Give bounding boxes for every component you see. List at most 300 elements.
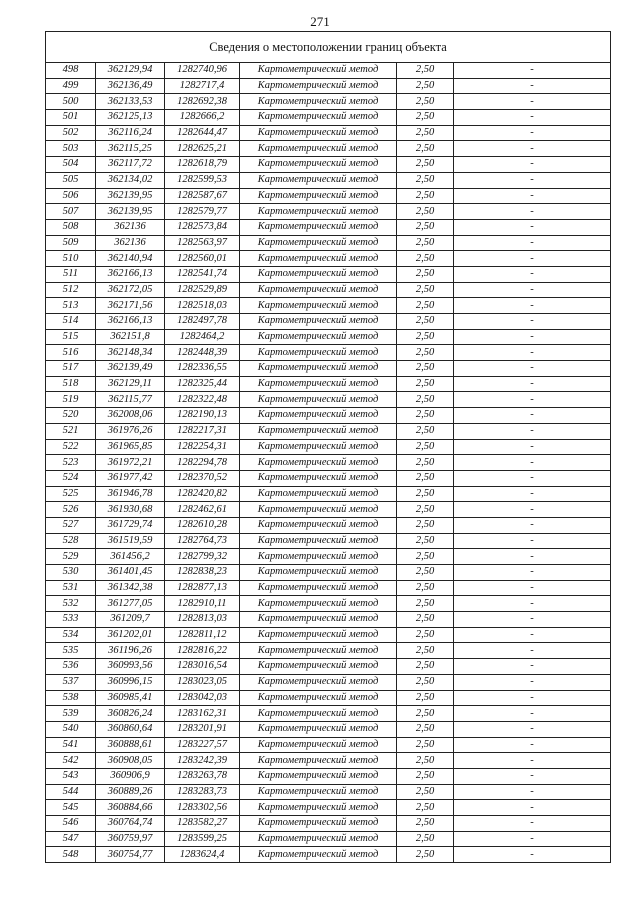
description-cell: -: [454, 659, 611, 675]
table-row: [46, 439, 611, 455]
table-row: [46, 125, 611, 141]
y-coordinate-cell: 1283162,31: [165, 706, 240, 722]
method-cell: Картометрический метод: [240, 157, 397, 173]
accuracy-cell: 2,50: [397, 816, 454, 832]
point-number-cell: 518: [46, 376, 96, 392]
y-coordinate-cell: 1282644,47: [165, 125, 240, 141]
table-row: [46, 784, 611, 800]
y-coordinate-cell: 1283582,27: [165, 816, 240, 832]
accuracy-cell: 2,50: [397, 643, 454, 659]
description-cell: -: [454, 831, 611, 847]
point-number-cell: 520: [46, 408, 96, 424]
description-cell: -: [454, 674, 611, 690]
method-cell: Картометрический метод: [240, 816, 397, 832]
y-coordinate-cell: 1282666,2: [165, 110, 240, 126]
x-coordinate-cell: 361977,42: [96, 470, 165, 486]
point-number-cell: 527: [46, 517, 96, 533]
x-coordinate-cell: 360764,74: [96, 816, 165, 832]
method-cell: Картометрический метод: [240, 282, 397, 298]
table-row: [46, 470, 611, 486]
method-cell: Картометрический метод: [240, 753, 397, 769]
description-cell: -: [454, 596, 611, 612]
description-cell: -: [454, 376, 611, 392]
table-row: [46, 204, 611, 220]
x-coordinate-cell: 362125,13: [96, 110, 165, 126]
method-cell: Картометрический метод: [240, 627, 397, 643]
accuracy-cell: 2,50: [397, 157, 454, 173]
accuracy-cell: 2,50: [397, 188, 454, 204]
point-number-cell: 540: [46, 721, 96, 737]
table-row: [46, 455, 611, 471]
y-coordinate-cell: 1282579,77: [165, 204, 240, 220]
y-coordinate-cell: 1282599,53: [165, 172, 240, 188]
description-cell: -: [454, 439, 611, 455]
y-coordinate-cell: 1282420,82: [165, 486, 240, 502]
table-header-row: [46, 32, 611, 63]
accuracy-cell: 2,50: [397, 298, 454, 314]
x-coordinate-cell: 361202,01: [96, 627, 165, 643]
accuracy-cell: 2,50: [397, 251, 454, 267]
method-cell: Картометрический метод: [240, 329, 397, 345]
y-coordinate-cell: 1283283,73: [165, 784, 240, 800]
y-coordinate-cell: 1283023,05: [165, 674, 240, 690]
accuracy-cell: 2,50: [397, 110, 454, 126]
point-number-cell: 524: [46, 470, 96, 486]
description-cell: -: [454, 784, 611, 800]
table-row: [46, 235, 611, 251]
description-cell: -: [454, 157, 611, 173]
table-row: [46, 674, 611, 690]
x-coordinate-cell: 362116,24: [96, 125, 165, 141]
accuracy-cell: 2,50: [397, 423, 454, 439]
table-row: [46, 486, 611, 502]
accuracy-cell: 2,50: [397, 125, 454, 141]
y-coordinate-cell: 1282816,22: [165, 643, 240, 659]
method-cell: Картометрический метод: [240, 596, 397, 612]
point-number-cell: 525: [46, 486, 96, 502]
x-coordinate-cell: 361965,85: [96, 439, 165, 455]
x-coordinate-cell: 362134,02: [96, 172, 165, 188]
method-cell: Картометрический метод: [240, 659, 397, 675]
method-cell: Картометрический метод: [240, 800, 397, 816]
table-row: [46, 298, 611, 314]
accuracy-cell: 2,50: [397, 141, 454, 157]
table-row: [46, 266, 611, 282]
description-cell: -: [454, 847, 611, 863]
y-coordinate-cell: 1282448,39: [165, 345, 240, 361]
table-title: Сведения о местоположении границ объекта: [46, 32, 611, 63]
method-cell: Картометрический метод: [240, 690, 397, 706]
point-number-cell: 498: [46, 63, 96, 79]
x-coordinate-cell: 361946,78: [96, 486, 165, 502]
description-cell: -: [454, 455, 611, 471]
description-cell: -: [454, 423, 611, 439]
table-row: [46, 565, 611, 581]
table-row: [46, 502, 611, 518]
table-row: [46, 627, 611, 643]
point-number-cell: 515: [46, 329, 96, 345]
table-row: [46, 157, 611, 173]
point-number-cell: 503: [46, 141, 96, 157]
table-row: [46, 110, 611, 126]
description-cell: -: [454, 235, 611, 251]
y-coordinate-cell: 1282799,32: [165, 549, 240, 565]
x-coordinate-cell: 362129,94: [96, 63, 165, 79]
x-coordinate-cell: 362115,77: [96, 392, 165, 408]
method-cell: Картометрический метод: [240, 172, 397, 188]
point-number-cell: 539: [46, 706, 96, 722]
point-number-cell: 513: [46, 298, 96, 314]
accuracy-cell: 2,50: [397, 674, 454, 690]
x-coordinate-cell: 360993,56: [96, 659, 165, 675]
page-number: 271: [310, 14, 330, 29]
accuracy-cell: 2,50: [397, 721, 454, 737]
x-coordinate-cell: 362139,95: [96, 204, 165, 220]
x-coordinate-cell: 361519,59: [96, 533, 165, 549]
method-cell: Картометрический метод: [240, 706, 397, 722]
description-cell: -: [454, 706, 611, 722]
table-row: [46, 596, 611, 612]
point-number-cell: 506: [46, 188, 96, 204]
y-coordinate-cell: 1282838,23: [165, 565, 240, 581]
table-row: [46, 800, 611, 816]
point-number-cell: 516: [46, 345, 96, 361]
accuracy-cell: 2,50: [397, 282, 454, 298]
table-row: [46, 188, 611, 204]
accuracy-cell: 2,50: [397, 266, 454, 282]
accuracy-cell: 2,50: [397, 94, 454, 110]
table-row: [46, 329, 611, 345]
y-coordinate-cell: 1283624,4: [165, 847, 240, 863]
x-coordinate-cell: 360826,24: [96, 706, 165, 722]
x-coordinate-cell: 362151,8: [96, 329, 165, 345]
table-row: [46, 533, 611, 549]
description-cell: -: [454, 721, 611, 737]
accuracy-cell: 2,50: [397, 219, 454, 235]
x-coordinate-cell: 362117,72: [96, 157, 165, 173]
accuracy-cell: 2,50: [397, 690, 454, 706]
y-coordinate-cell: 1282370,52: [165, 470, 240, 486]
description-cell: -: [454, 502, 611, 518]
table-row: [46, 314, 611, 330]
y-coordinate-cell: 1282740,96: [165, 63, 240, 79]
point-number-cell: 528: [46, 533, 96, 549]
x-coordinate-cell: 362136: [96, 219, 165, 235]
table-row: [46, 737, 611, 753]
point-number-cell: 504: [46, 157, 96, 173]
x-coordinate-cell: 362166,13: [96, 314, 165, 330]
description-cell: -: [454, 643, 611, 659]
table-row: [46, 706, 611, 722]
method-cell: Картометрический метод: [240, 847, 397, 863]
y-coordinate-cell: 1283016,54: [165, 659, 240, 675]
y-coordinate-cell: 1282336,55: [165, 361, 240, 377]
method-cell: Картометрический метод: [240, 517, 397, 533]
accuracy-cell: 2,50: [397, 408, 454, 424]
table-row: [46, 659, 611, 675]
description-cell: -: [454, 549, 611, 565]
table-row: [46, 423, 611, 439]
accuracy-cell: 2,50: [397, 392, 454, 408]
x-coordinate-cell: 360754,77: [96, 847, 165, 863]
description-cell: -: [454, 298, 611, 314]
x-coordinate-cell: 361277,05: [96, 596, 165, 612]
table-row: [46, 768, 611, 784]
description-cell: -: [454, 470, 611, 486]
method-cell: Картометрический метод: [240, 266, 397, 282]
description-cell: -: [454, 204, 611, 220]
accuracy-cell: 2,50: [397, 580, 454, 596]
method-cell: Картометрический метод: [240, 439, 397, 455]
description-cell: -: [454, 533, 611, 549]
accuracy-cell: 2,50: [397, 659, 454, 675]
x-coordinate-cell: 360860,64: [96, 721, 165, 737]
point-number-cell: 543: [46, 768, 96, 784]
y-coordinate-cell: 1282573,84: [165, 219, 240, 235]
x-coordinate-cell: 360889,26: [96, 784, 165, 800]
description-cell: -: [454, 753, 611, 769]
point-number-cell: 521: [46, 423, 96, 439]
accuracy-cell: 2,50: [397, 549, 454, 565]
table-row: [46, 361, 611, 377]
method-cell: Картометрический метод: [240, 392, 397, 408]
table-row: [46, 141, 611, 157]
y-coordinate-cell: 1282217,31: [165, 423, 240, 439]
y-coordinate-cell: 1282294,78: [165, 455, 240, 471]
method-cell: Картометрический метод: [240, 314, 397, 330]
table-row: [46, 580, 611, 596]
point-number-cell: 502: [46, 125, 96, 141]
method-cell: Картометрический метод: [240, 408, 397, 424]
x-coordinate-cell: 360888,61: [96, 737, 165, 753]
accuracy-cell: 2,50: [397, 376, 454, 392]
y-coordinate-cell: 1282610,28: [165, 517, 240, 533]
table-row: [46, 251, 611, 267]
accuracy-cell: 2,50: [397, 314, 454, 330]
x-coordinate-cell: 362166,13: [96, 266, 165, 282]
table-row: [46, 847, 611, 863]
accuracy-cell: 2,50: [397, 361, 454, 377]
method-cell: Картометрический метод: [240, 768, 397, 784]
y-coordinate-cell: 1282813,03: [165, 612, 240, 628]
point-number-cell: 511: [46, 266, 96, 282]
accuracy-cell: 2,50: [397, 753, 454, 769]
point-number-cell: 500: [46, 94, 96, 110]
accuracy-cell: 2,50: [397, 627, 454, 643]
description-cell: -: [454, 110, 611, 126]
x-coordinate-cell: 361972,21: [96, 455, 165, 471]
y-coordinate-cell: 1283302,56: [165, 800, 240, 816]
description-cell: -: [454, 63, 611, 79]
description-cell: -: [454, 266, 611, 282]
description-cell: -: [454, 314, 611, 330]
description-cell: -: [454, 329, 611, 345]
accuracy-cell: 2,50: [397, 204, 454, 220]
description-cell: -: [454, 486, 611, 502]
x-coordinate-cell: 362129,11: [96, 376, 165, 392]
y-coordinate-cell: 1282560,01: [165, 251, 240, 267]
x-coordinate-cell: 362148,34: [96, 345, 165, 361]
y-coordinate-cell: 1282462,61: [165, 502, 240, 518]
method-cell: Картометрический метод: [240, 361, 397, 377]
y-coordinate-cell: 1282464,2: [165, 329, 240, 345]
y-coordinate-cell: 1282877,13: [165, 580, 240, 596]
x-coordinate-cell: 362171,56: [96, 298, 165, 314]
table-row: [46, 816, 611, 832]
description-cell: -: [454, 408, 611, 424]
y-coordinate-cell: 1282618,79: [165, 157, 240, 173]
table-row: [46, 172, 611, 188]
method-cell: Картометрический метод: [240, 612, 397, 628]
point-number-cell: 509: [46, 235, 96, 251]
accuracy-cell: 2,50: [397, 329, 454, 345]
x-coordinate-cell: 361342,38: [96, 580, 165, 596]
y-coordinate-cell: 1282325,44: [165, 376, 240, 392]
x-coordinate-cell: 361456,2: [96, 549, 165, 565]
method-cell: Картометрический метод: [240, 298, 397, 314]
description-cell: -: [454, 690, 611, 706]
y-coordinate-cell: 1282764,73: [165, 533, 240, 549]
point-number-cell: 529: [46, 549, 96, 565]
table-row: [46, 721, 611, 737]
y-coordinate-cell: 1282717,4: [165, 78, 240, 94]
y-coordinate-cell: 1282190,13: [165, 408, 240, 424]
x-coordinate-cell: 362136,49: [96, 78, 165, 94]
method-cell: Картометрический метод: [240, 78, 397, 94]
y-coordinate-cell: 1283227,57: [165, 737, 240, 753]
point-number-cell: 531: [46, 580, 96, 596]
accuracy-cell: 2,50: [397, 63, 454, 79]
accuracy-cell: 2,50: [397, 737, 454, 753]
point-number-cell: 546: [46, 816, 96, 832]
method-cell: Картометрический метод: [240, 486, 397, 502]
x-coordinate-cell: 362133,53: [96, 94, 165, 110]
accuracy-cell: 2,50: [397, 596, 454, 612]
accuracy-cell: 2,50: [397, 847, 454, 863]
table-row: [46, 219, 611, 235]
x-coordinate-cell: 362140,94: [96, 251, 165, 267]
point-number-cell: 545: [46, 800, 96, 816]
description-cell: -: [454, 188, 611, 204]
method-cell: Картометрический метод: [240, 470, 397, 486]
accuracy-cell: 2,50: [397, 612, 454, 628]
point-number-cell: 519: [46, 392, 96, 408]
point-number-cell: 526: [46, 502, 96, 518]
method-cell: Картометрический метод: [240, 188, 397, 204]
point-number-cell: 538: [46, 690, 96, 706]
point-number-cell: 522: [46, 439, 96, 455]
y-coordinate-cell: 1283263,78: [165, 768, 240, 784]
y-coordinate-cell: 1282541,74: [165, 266, 240, 282]
y-coordinate-cell: 1282625,21: [165, 141, 240, 157]
point-number-cell: 537: [46, 674, 96, 690]
method-cell: Картометрический метод: [240, 674, 397, 690]
y-coordinate-cell: 1282811,12: [165, 627, 240, 643]
x-coordinate-cell: 360906,9: [96, 768, 165, 784]
table-row: [46, 408, 611, 424]
point-number-cell: 533: [46, 612, 96, 628]
method-cell: Картометрический метод: [240, 721, 397, 737]
point-number-cell: 535: [46, 643, 96, 659]
method-cell: Картометрический метод: [240, 549, 397, 565]
description-cell: -: [454, 800, 611, 816]
description-cell: -: [454, 580, 611, 596]
method-cell: Картометрический метод: [240, 533, 397, 549]
method-cell: Картометрический метод: [240, 455, 397, 471]
description-cell: -: [454, 361, 611, 377]
method-cell: Картометрический метод: [240, 345, 397, 361]
method-cell: Картометрический метод: [240, 110, 397, 126]
description-cell: -: [454, 612, 611, 628]
description-cell: -: [454, 251, 611, 267]
method-cell: Картометрический метод: [240, 235, 397, 251]
method-cell: Картометрический метод: [240, 580, 397, 596]
description-cell: -: [454, 125, 611, 141]
table-row: [46, 517, 611, 533]
accuracy-cell: 2,50: [397, 565, 454, 581]
x-coordinate-cell: 360884,66: [96, 800, 165, 816]
table-row: [46, 643, 611, 659]
method-cell: Картометрический метод: [240, 94, 397, 110]
description-cell: -: [454, 627, 611, 643]
description-cell: -: [454, 517, 611, 533]
accuracy-cell: 2,50: [397, 486, 454, 502]
point-number-cell: 505: [46, 172, 96, 188]
table-row: [46, 78, 611, 94]
description-cell: -: [454, 768, 611, 784]
description-cell: -: [454, 737, 611, 753]
table-row: [46, 753, 611, 769]
x-coordinate-cell: 360908,05: [96, 753, 165, 769]
x-coordinate-cell: 360985,41: [96, 690, 165, 706]
y-coordinate-cell: 1282692,38: [165, 94, 240, 110]
table-row: [46, 345, 611, 361]
x-coordinate-cell: 362172,05: [96, 282, 165, 298]
accuracy-cell: 2,50: [397, 439, 454, 455]
y-coordinate-cell: 1282563,97: [165, 235, 240, 251]
point-number-cell: 523: [46, 455, 96, 471]
description-cell: -: [454, 282, 611, 298]
x-coordinate-cell: 362139,95: [96, 188, 165, 204]
accuracy-cell: 2,50: [397, 517, 454, 533]
table-row: [46, 612, 611, 628]
accuracy-cell: 2,50: [397, 502, 454, 518]
boundary-table: [45, 31, 611, 863]
description-cell: -: [454, 565, 611, 581]
accuracy-cell: 2,50: [397, 533, 454, 549]
table-row: [46, 392, 611, 408]
point-number-cell: 517: [46, 361, 96, 377]
point-number-cell: 534: [46, 627, 96, 643]
y-coordinate-cell: 1282322,48: [165, 392, 240, 408]
accuracy-cell: 2,50: [397, 455, 454, 471]
accuracy-cell: 2,50: [397, 706, 454, 722]
description-cell: -: [454, 392, 611, 408]
point-number-cell: 542: [46, 753, 96, 769]
accuracy-cell: 2,50: [397, 345, 454, 361]
accuracy-cell: 2,50: [397, 172, 454, 188]
x-coordinate-cell: 361976,26: [96, 423, 165, 439]
point-number-cell: 547: [46, 831, 96, 847]
method-cell: Картометрический метод: [240, 565, 397, 581]
point-number-cell: 512: [46, 282, 96, 298]
point-number-cell: 544: [46, 784, 96, 800]
y-coordinate-cell: 1283201,91: [165, 721, 240, 737]
y-coordinate-cell: 1282587,67: [165, 188, 240, 204]
y-coordinate-cell: 1282529,89: [165, 282, 240, 298]
y-coordinate-cell: 1282910,11: [165, 596, 240, 612]
x-coordinate-cell: 360996,15: [96, 674, 165, 690]
